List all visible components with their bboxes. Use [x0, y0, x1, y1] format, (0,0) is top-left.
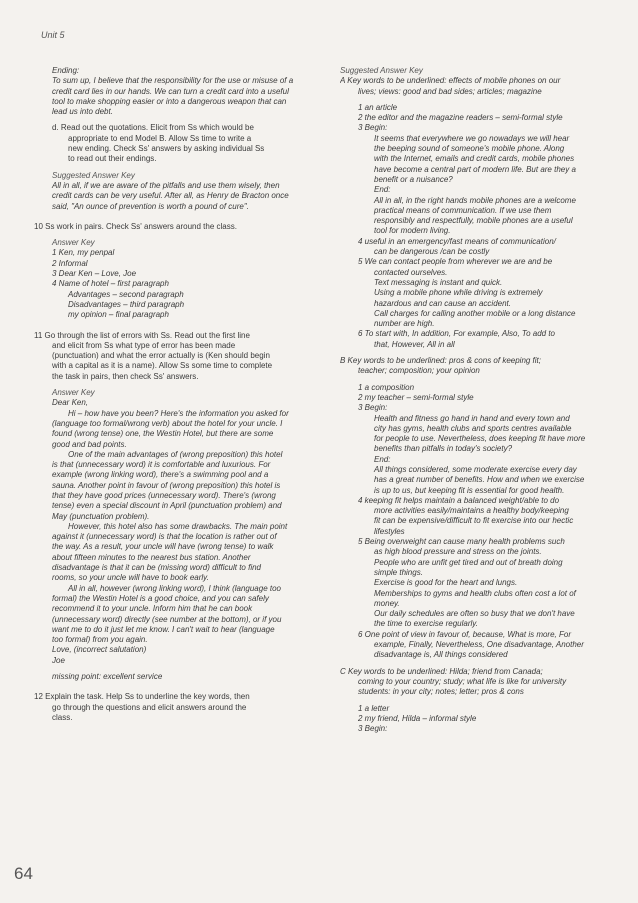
spacer — [34, 682, 324, 692]
text-line: 2 my friend, Hilda – informal style — [358, 713, 477, 723]
text-line: One of the main advantages of (wrong preposition) this hotel — [68, 449, 283, 459]
text-line: practical means of communication. If we use them — [374, 205, 552, 215]
text-line: Dear Ken, — [52, 398, 89, 408]
text-line: have become a central part of modern life. But are they a — [374, 164, 576, 174]
text-line: Joe — [52, 655, 65, 665]
text-line: too formal) from you again. — [52, 635, 148, 645]
text-line: students: in your city; notes; letter; pros & cons — [358, 687, 524, 697]
text-line: is that (unnecessary word) it is comfortable and luxurious. For — [52, 460, 271, 470]
text-line: 6 One point of view in favour of, because, What is more, For — [358, 629, 571, 639]
text-line: as high blood pressure and stress on the joints. — [374, 547, 542, 557]
text-line: Call charges for calling another mobile or a long distance — [374, 308, 576, 318]
left-column — [34, 66, 324, 723]
text-line: new ending. Check Ss' answers by asking individual Ss — [68, 144, 265, 154]
text-line: against it (unnecessary word) is that the location is rather out of — [52, 532, 277, 542]
text-line: Our daily schedules are often so busy that we don't have — [374, 609, 575, 619]
text-line: disadvantage is, All things considered — [374, 650, 508, 660]
text-line: money. — [374, 598, 400, 608]
text-line: 3 Dear Ken – Love, Joe — [52, 269, 137, 279]
text-line: (punctuation) and what the error actually is (Ken should begin — [52, 351, 270, 361]
text-line: for people to use. Nevertheless, does keeping fit have more — [374, 434, 586, 444]
text-line: to read out their endings. — [68, 154, 157, 164]
text-line: appropriate to end Model B. Allow Ss time to write a — [68, 133, 252, 143]
text-line: more activities easily/maintains a healthy body/keeping — [374, 506, 569, 516]
text-line: missing point: excellent service — [52, 672, 163, 682]
text-line: credit cards can be very useful. After all, as Henry de Bracton once — [52, 191, 289, 201]
text-line: 2 my teacher – semi-formal style — [358, 392, 474, 402]
text-line: can be dangerous /can be costly — [374, 247, 490, 257]
text-line: teacher; composition; your opinion — [358, 366, 480, 376]
text-line: tool for modern living. — [374, 226, 451, 236]
text-line: 3 Begin: — [358, 724, 388, 734]
text-line: People who are unfit get tired and out of breath doing — [374, 557, 563, 567]
text-line: All things considered, some moderate exercise every day — [374, 464, 577, 474]
text-line: about fifteen minutes to the nearest bus station. Another — [52, 552, 251, 562]
text-line: with the Internet, emails and credit cards, mobile phones — [374, 154, 575, 164]
text-line: Using a mobile phone while driving is extremely — [374, 288, 543, 298]
text-line: benefit or a nuisance? — [374, 174, 453, 184]
text-line: responsibly and respectfully, mobile phones are a useful — [374, 216, 573, 226]
text-line: recommend it to your uncle. Inform him that he can book — [52, 604, 253, 614]
text-line: lives; views: good and bad sides; articles; magazine — [358, 86, 542, 96]
page-number: 64 — [14, 864, 33, 883]
text-line: B Key words to be underlined: pros & cons of keeping fit; — [340, 356, 542, 366]
text-line: Love, (incorrect salutation) — [52, 645, 147, 655]
text-line: 2 the editor and the magazine readers – semi-formal style — [358, 113, 563, 123]
text-line: 12 Explain the task. Help Ss to underline the key words, then — [34, 692, 250, 702]
text-line: Answer Key — [52, 238, 95, 248]
text-line: Ending: — [52, 66, 80, 75]
text-line: All in all, if we are aware of the pitfalls and use them wisely, then — [52, 180, 280, 190]
text-line: rooms, so your uncle will have to book early. — [52, 573, 209, 583]
text-line: Suggested Answer Key — [52, 170, 135, 180]
text-line: number are high. — [374, 319, 435, 329]
text-line: Text messaging is instant and quick. — [374, 277, 503, 287]
text-line: 2 Informal — [52, 258, 88, 268]
text-line: simple things. — [374, 567, 423, 577]
text-line: disadvantage is that it can be (missing word) difficult to find — [52, 563, 261, 573]
text-line: A Key words to be underlined: effects of mobile phones on our — [340, 76, 561, 86]
text-line: Suggested Answer Key — [340, 66, 423, 75]
text-line: contacted ourselves. — [374, 267, 448, 277]
text-line: tense) even a special discount in April (punctuation problem) and — [52, 501, 282, 511]
text-line: and elicit from Ss what type of error has been made — [52, 340, 236, 350]
text-line: the task in pairs, then check Ss' answers. — [52, 371, 199, 381]
text-line: 4 Name of hotel – first paragraph — [52, 279, 169, 289]
text-line: Advantages – second paragraph — [68, 289, 184, 299]
text-line: Memberships to gyms and health clubs often cost a lot of — [374, 588, 576, 598]
text-line: 3 Begin: — [358, 403, 388, 413]
right-column — [340, 66, 620, 734]
text-line: good and bad points. — [52, 439, 127, 449]
text-line: All in all, however (wrong linking word), I think (language too — [68, 583, 281, 593]
text-line: 11 Go through the list of errors with Ss. Read out the first line — [34, 330, 250, 340]
spacer — [34, 212, 324, 222]
text-line: Answer Key — [52, 388, 95, 398]
text-line: lead us into debt. — [52, 107, 113, 117]
text-line: with a capital as it is a name). Allow Ss some time to complete — [52, 361, 273, 371]
text-line: benefits than pitfalls in today's society? — [374, 444, 513, 454]
text-line: said, "An ounce of prevention is worth a pound of cure". — [52, 201, 249, 211]
text-line: hazardous and can cause an accident. — [374, 298, 511, 308]
text-line: that they have good prices (unnecessary word). There's (wrong — [52, 490, 276, 500]
text-line: sauna. Another point in favour of (wrong preposition) this hotel is — [52, 480, 281, 490]
text-line: want me to do it just let me know. I can't wait to hear (language — [52, 624, 275, 634]
text-line: the time to exercise regularly. — [374, 619, 478, 629]
text-line: found (wrong tense) one, the Westin Hotel, but there are some — [52, 429, 274, 439]
text-line: tool to make shopping easier or into a dangerous weapon that can — [52, 96, 287, 106]
text-line: the way. As a result, your uncle will have (wrong tense) to walk — [52, 542, 274, 552]
text-line: Hi – how have you been? Here's the information you asked for — [68, 408, 289, 418]
text-line: example (wrong linking word), there's a swimming pool and a — [52, 470, 269, 480]
text-line: formal) the Westin Hotel is a good choice, and you can safely — [52, 593, 269, 603]
text-line: 5 Being overweight can cause many health problems such — [358, 537, 565, 547]
text-line: coming to your country; study; what life is like for university — [358, 676, 567, 686]
text-line: (unnecessary word) directly (see number at the bottom), or if you — [52, 614, 282, 624]
text-line: the beeping sound of someone's mobile phone. Along — [374, 144, 565, 154]
text-line: 5 We can contact people from wherever we are and be — [358, 257, 553, 267]
text-line: (language too formal/wrong verb) about the hotel for your uncle. I — [52, 418, 283, 428]
text-line: city has gyms, health clubs and sports centres available — [374, 423, 572, 433]
text-line: End: — [374, 454, 391, 464]
text-line: go through the questions and elicit answers around the — [52, 702, 247, 712]
text-line: d. Read out the quotations. Elicit from Ss which would be — [52, 123, 254, 133]
text-line: 3 Begin: — [358, 123, 388, 133]
text-line: example, Finally, Nevertheless, One disadvantage, Another — [374, 640, 584, 650]
text-line: 6 To start with, In addition, For example, Also, To add to — [358, 329, 555, 339]
text-line: To sum up, I believe that the responsibility for the use or misuse of a — [52, 76, 294, 86]
text-line: 1 an article — [358, 102, 398, 112]
text-line: Health and fitness go hand in hand and every town and — [374, 413, 570, 423]
text-line: 4 keeping fit helps maintain a balanced weight/able to do — [358, 495, 560, 505]
text-line: Exercise is good for the heart and lungs. — [374, 578, 518, 588]
spacer — [34, 321, 324, 331]
text-line: lifestyles — [374, 526, 405, 536]
text-line: However, this hotel also has some drawbacks. The main point — [68, 521, 288, 531]
text-line: credit card lies in our hands. We can turn a credit card into a useful — [52, 86, 289, 96]
unit-label: Unit 5 — [41, 30, 65, 40]
text-line: End: — [374, 185, 391, 195]
text-line: has a great number of benefits. How and when we exercise — [374, 475, 585, 485]
text-line: my opinion – final paragraph — [68, 310, 169, 320]
text-line: 10 Ss work in pairs. Check Ss' answers around the class. — [34, 221, 237, 231]
text-line: 4 useful in an emergency/fast means of communication/ — [358, 236, 556, 246]
text-line: All in all, in the right hands mobile phones are a welcome — [374, 195, 576, 205]
text-line: that, However, All in all — [374, 339, 455, 349]
text-line: fit can be expensive/difficult to fit exercise into our hectic — [374, 516, 574, 526]
text-line: 1 a composition — [358, 382, 415, 392]
text-line: is up to us, but keeping fit is essential for good health. — [374, 485, 565, 495]
text-line: 1 a letter — [358, 703, 390, 713]
text-line: It seems that everywhere we go nowadays we will hear — [374, 133, 570, 143]
text-line: class. — [52, 712, 73, 722]
text-line: 1 Ken, my penpal — [52, 248, 115, 258]
text-line: C Key words to be underlined: Hilda; friend from Canada; — [340, 666, 543, 676]
text-line: Disadvantages – third paragraph — [68, 299, 185, 309]
text-line: May (punctuation problem). — [52, 511, 150, 521]
